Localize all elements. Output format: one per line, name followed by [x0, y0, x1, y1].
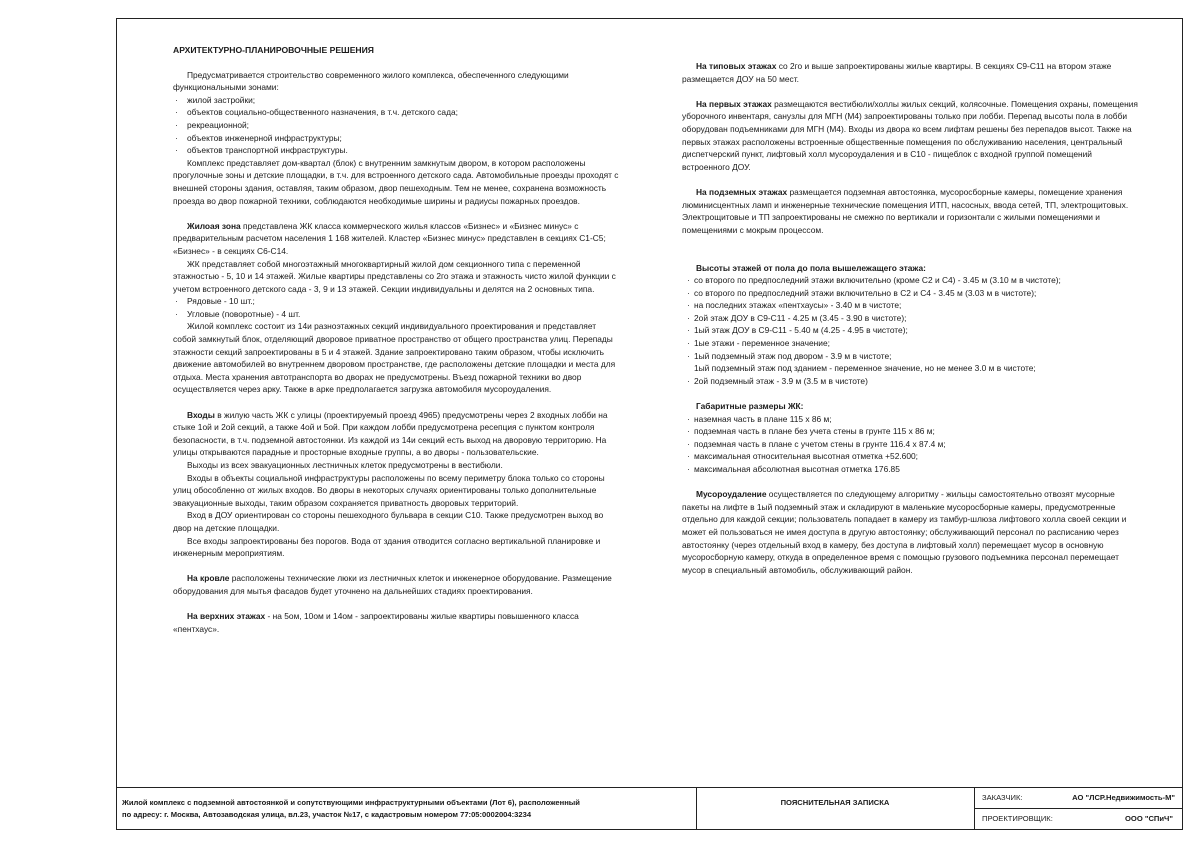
height-item: · 1ый этаж ДОУ в С9-С11 - 5.40 м (4.25 - 4.95 в чистоте);: [682, 324, 1142, 337]
height-item: · 1ый подземный этаж под двором - 3.9 м в чистоте;: [682, 350, 1142, 363]
zk-paragraph: ЖК представляет собой многоэтажный многоквартирный жилой дом секционного типа с переменной этажностью - 5, 10 и 14 этажей. Жилые квартиры представлены со 2го этажа и этажность чисто жилой функции с учетом встроенного детского сада - 3, 9 и 13 этажей. Секции индивидуальны и делятся на 2 основных типа.: [173, 258, 616, 294]
customer-name: АО "ЛСР.Недвижимость-М": [1072, 793, 1175, 802]
left-column: [173, 44, 621, 635]
upper-floors-title: На верхних этажах: [187, 611, 266, 622]
waste-title: Мусороудаление: [696, 489, 767, 500]
typical-floors-paragraph: На типовых этажах со 2го и выше запроектированы жилые квартиры. В секциях С9-С11 на втором этаже размещается ДОУ на 50 мест.: [682, 61, 1112, 84]
height-item: · со второго по предпоследний этажи включительно (кроме С2 и С4) - 3.45 м (3.10 м в чистоте);: [682, 274, 1142, 287]
roof-title: На кровле: [187, 573, 230, 584]
designer-label: ПРОЕКТИРОВЩИК:: [982, 814, 1053, 823]
dimensions-list: [682, 413, 1142, 476]
intro-paragraph: Предусматривается строительство современного жилого комплекса, обеспеченного следующими функциональными зонами:: [173, 69, 569, 93]
divider: [974, 788, 975, 830]
section-types-list: [173, 295, 621, 320]
zone-item: · жилой застройки;: [173, 94, 621, 107]
dimension-item: · наземная часть в плане 115 x 86 м;: [682, 413, 1142, 426]
height-item: · со второго по предпоследний этажи включительно в С2 и С4 - 3.45 м (3.03 м в чистоте);: [682, 287, 1142, 300]
entries-paragraph: Входы в жилую часть ЖК с улицы (проектируемый проезд 4965) предусмотрены через 2 входных лобби на стыке 1ой и 2ой секций, а также 4ой и 5ой. При каждом лобби предусмотрена ресепция с пунктом контроля безопасности, в т.ч. подземной автостоянки. Из каждой из 14и секций есть выход на дворовую территорию. На улицы открываются парадные и просторные входные группы, а во дворы - пользовательские.: [173, 409, 608, 458]
social-entries-paragraph: Входы в объекты социальной инфраструктуры расположены по всему периметру блока только со стороны улиц обособленно от жилых входов. Во дворы в некоторых случаях ориентированы только дополнительные эвакуационные выходы, таким образом сохраняется приватность дворовых территорий.: [173, 472, 605, 508]
residential-zone-title: Жилоая зона: [187, 220, 241, 231]
residential-zone-paragraph: Жилоая зона представлена ЖК класса коммерческого жилья классов «Бизнес» и «Бизнес минус» с предварительным расчетом населения 1 168 жителей. Кластер «Бизнес минус» представлен в секциях С1-С5; «Бизнес» - в секциях С6-С14.: [173, 220, 606, 256]
typical-floors-title: На типовых этажах: [696, 61, 777, 71]
roof-paragraph: На кровле расположены технические люки из лестничных клеток и инженерное оборудование. Размещение оборудования для мытья фасадов будет уточнено на дальнейших стадиях проектирования.: [173, 573, 612, 596]
heights-title: Высоты этажей от пола до пола вышележащего этажа:: [696, 262, 926, 273]
zone-item: · рекреационной;: [173, 119, 621, 132]
height-item: · 2ой подземный этаж - 3.9 м (3.5 м в чистоте): [682, 375, 1142, 388]
kindergarten-entry-paragraph: Вход в ДОУ ориентирован со стороны пешеходного бульвара в секции С10. Также предусмотрен выход во двор на детские площадки.: [173, 510, 604, 533]
section-type-item: · Рядовые - 10 шт.;: [173, 295, 621, 308]
document-title: ПОЯСНИТЕЛЬНАЯ ЗАПИСКА: [780, 798, 890, 807]
upper-floors-paragraph: На верхних этажах - на 5ом, 10ом и 14ом - запроектированы жилые квартиры повышенного класса «пентхаус».: [173, 611, 579, 634]
dimension-item: · подземная часть в плане без учета стены в грунте 115 x 86 м;: [682, 425, 1142, 438]
title-block: [116, 787, 1183, 830]
entries-title: Входы: [187, 409, 215, 420]
section-type-item: · Угловые (поворотные) - 4 шт.: [173, 308, 621, 321]
customer-label: ЗАКАЗЧИК:: [982, 793, 1023, 802]
underground-title: На подземных этажах: [696, 186, 788, 197]
dimension-item: · максимальная относительная высотная отметка +52.600;: [682, 450, 1142, 463]
zone-item: · объектов транспортной инфраструктуры.: [173, 144, 621, 157]
zone-item: · объектов инженерной инфраструктуры;: [173, 132, 621, 145]
designer-name: ООО "СПиЧ": [1125, 814, 1173, 823]
heights-list: [682, 274, 1142, 387]
height-item: 1ый подземный этаж под зданием - переменное значение, но не менее 3.0 м в чистоте;: [694, 363, 1036, 374]
first-floors-paragraph: На первых этажах размещаются вестибюли/холлы жилых секций, колясочные. Помещения охраны, помещения уборочного инвентаря, санузлы для МГН (М4) запроектированы только при лобби. Перепад высоты пола в лобби оборудован подъемниками для МГН (М4). Входы из двора ко всем лифтам решены без перепадов высот. Также на первых этажах расположены встроенные общественные помещения по обслуживанию населения, центральный диспетчерский пункт, лифтовый холл мусороудаления и в С10 - пищеблок с входной группой помещений встроенного ДОУ.: [682, 98, 1138, 172]
no-steps-paragraph: Все входы запроектированы без порогов. Вода от здания отводится согласно вертикальной планировке и инженерным мероприятиям.: [173, 535, 601, 559]
project-name: Жилой комплекс с подземной автостоянкой и сопутствующими инфраструктурными объектами (Лот 6), расположенный по адресу: г. Москва, Автозаводская улица, вл.23, участок №17, с кадастровым номером 77:05:0002004:3234: [122, 798, 580, 819]
sections-paragraph: Жилой комплекс состоит из 14и разноэтажных секций индивидуального проектирования и представляет собой замкнутый блок, отделяющий дворовое приватное пространство от общего пространства улиц. Перепады этажности секций запроектированы в 5 и 4 этажей. Здание запроектировано таким образом, чтобы исключить движение автомобилей во внутреннем дворовом пространстве, где расположены детские площадки и места для отдыха. Места хранения автотранспорта во дворах не предусмотрены. Въезд пожарной техники во двор осуществляется через арку. Также в арке предполагается загрузка автомобиля мусороудаления.: [173, 321, 616, 395]
dimension-item: · подземная часть в плане с учетом стены в грунте 116.4 x 87.4 м;: [682, 438, 1142, 451]
section-heading: АРХИТЕКТУРНО-ПЛАНИРОВОЧНЫЕ РЕШЕНИЯ: [173, 45, 374, 55]
waste-paragraph: Мусороудаление осуществляется по следующему алгоритму - жильцы самостоятельно отвозят мусорные пакеты на лифте в 1ый подземный этаж и складируют в маленькие мусоросборные камеры, предусмотренные отдельно для каждой секции; пользователь попадает в камеру из тамбур-шлюза лифтового холла своей секции и может ей пользоваться не имея доступа в другую автостоянку; обслуживающий персонал по расписанию через автостоянку (через отдельный вход в камеру, без доступа в лифтовый холл) перемещает мусор в основную мусоросборную камеру, откуда в определенное время с помощью грузового подъемника персонал перемещает мусор в специальный автомобиль, обслуживающий район.: [682, 489, 1127, 575]
first-floors-title: На первых этажах: [696, 98, 772, 109]
zone-item: · объектов социально-общественного назначения, в т.ч. детского сада;: [173, 106, 621, 119]
height-item: · на последних этажах «пентхаусы» - 3.40 м в чистоте;: [682, 299, 1142, 312]
height-item: · 2ой этаж ДОУ в С9-С11 - 4.25 м (3.45 - 3.90 в чистоте);: [682, 312, 1142, 325]
zones-list: [173, 94, 621, 157]
underground-paragraph: На подземных этажах размещается подземная автостоянка, мусоросборные камеры, помещение хранения люминисцентных ламп и инженерные технические помещения ИТП, насосных, ввода сетей, ТП, электрощитовых. Электрощитовые и ТП запроектированы не смежно по вертикали и горизонтали с жилыми помещениями и помещениями с мокрым процессом.: [682, 186, 1129, 235]
exits-paragraph: Выходы из всех эвакуационных лестничных клеток предусмотрены в вестибюли.: [187, 460, 503, 470]
dimensions-title: Габаритные размеры ЖК:: [696, 401, 804, 412]
dimension-item: · максимальная абсолютная высотная отметка 176.85: [682, 463, 1142, 476]
divider: [974, 808, 1183, 809]
height-item: · 1ые этажи - переменное значение;: [682, 337, 1142, 350]
complex-paragraph: Комплекс представляет дом-квартал (блок) с внутренним замкнутым двором, в котором расположены прогулочные зоны и детские площадки, в т.ч. для встроенного детского сада. Автомобильные проезды проходят с внешней стороны здания, оставляя, таким образом, двор пешеходным. Тем не менее, сохранена возможность проезда во двор пожарной техники, соблюдаются необходимые ширины и радиусы пожарных проездов.: [173, 157, 619, 206]
divider: [696, 788, 697, 830]
right-column: [682, 60, 1142, 576]
